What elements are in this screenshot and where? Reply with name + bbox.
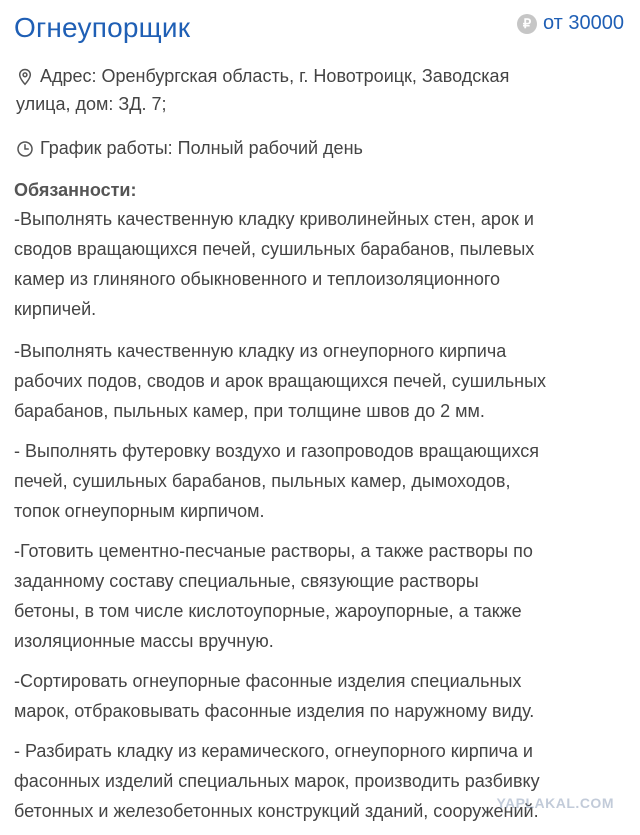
duty-line: камер из глиняного обыкновенного и теплоизоляционного: [14, 269, 501, 289]
duty-paragraph: [14, 536, 624, 656]
address-line-2: улица, дом: ЗД. 7;: [16, 94, 167, 114]
address-row: [16, 62, 616, 118]
duty-paragraph: [14, 666, 624, 726]
duty-line: бетоны, в том числе кислотоупорные, жароупорные, а также: [14, 601, 522, 621]
address-text: [16, 62, 616, 118]
duty-line: бетонных и железобетонных конструкций зданий, сооружений.: [14, 801, 539, 821]
job-title-link[interactable]: Огнеупорщик: [14, 12, 191, 43]
vacancy-header: [14, 8, 624, 48]
duty-line: -Готовить цементно-песчаные растворы, а также растворы по: [14, 541, 533, 561]
duty-line: топок огнеупорным кирпичом.: [14, 501, 265, 521]
duty-paragraph: [14, 204, 624, 324]
clock-icon: [16, 140, 34, 158]
duties-heading: Обязанности:: [14, 180, 137, 200]
location-pin-icon: [16, 68, 34, 86]
duty-line: -Выполнять качественную кладку из огнеупорного кирпича: [14, 341, 507, 361]
duty-line: изоляционные массы вручную.: [14, 631, 274, 651]
site-watermark: YAPLAKAL.COM: [496, 795, 614, 811]
duty-paragraph: [14, 436, 624, 526]
salary: [517, 12, 624, 35]
duty-line: кирпичей.: [14, 299, 97, 319]
duty-line: -Выполнять качественную кладку криволинейных стен, арок и: [14, 209, 534, 229]
address-line-1: Адрес: Оренбургская область, г. Новотроицк, Заводская: [40, 66, 510, 86]
ruble-icon: ₽: [517, 14, 537, 34]
duty-paragraph: [14, 336, 624, 426]
duty-line: - Выполнять футеровку воздухо и газопроводов вращающихся: [14, 441, 540, 461]
salary-value: от 30000: [542, 12, 624, 34]
schedule-row: [16, 134, 616, 162]
duty-line: печей, сушильных барабанов, пыльных камер, дымоходов,: [14, 471, 511, 491]
duty-line: фасонных изделий специальных марок, производить разбивку: [14, 771, 540, 791]
duty-line: - Разбирать кладку из керамического, огнеупорного кирпича и: [14, 741, 533, 761]
duty-paragraph: [14, 736, 624, 826]
duty-line: сводов вращающихся печей, сушильных барабанов, пылевых: [14, 239, 535, 259]
duty-line: -Сортировать огнеупорные фасонные изделия специальных: [14, 671, 522, 691]
duty-line: заданному составу специальные, связующие растворы: [14, 571, 479, 591]
duty-line: марок, отбраковывать фасонные изделия по наружному виду.: [14, 701, 535, 721]
duty-line: рабочих подов, сводов и арок вращающихся печей, сушильных: [14, 371, 547, 391]
schedule-text: График работы: Полный рабочий день: [40, 138, 363, 158]
duty-line: барабанов, пыльных камер, при толщине швов до 2 мм.: [14, 401, 485, 421]
